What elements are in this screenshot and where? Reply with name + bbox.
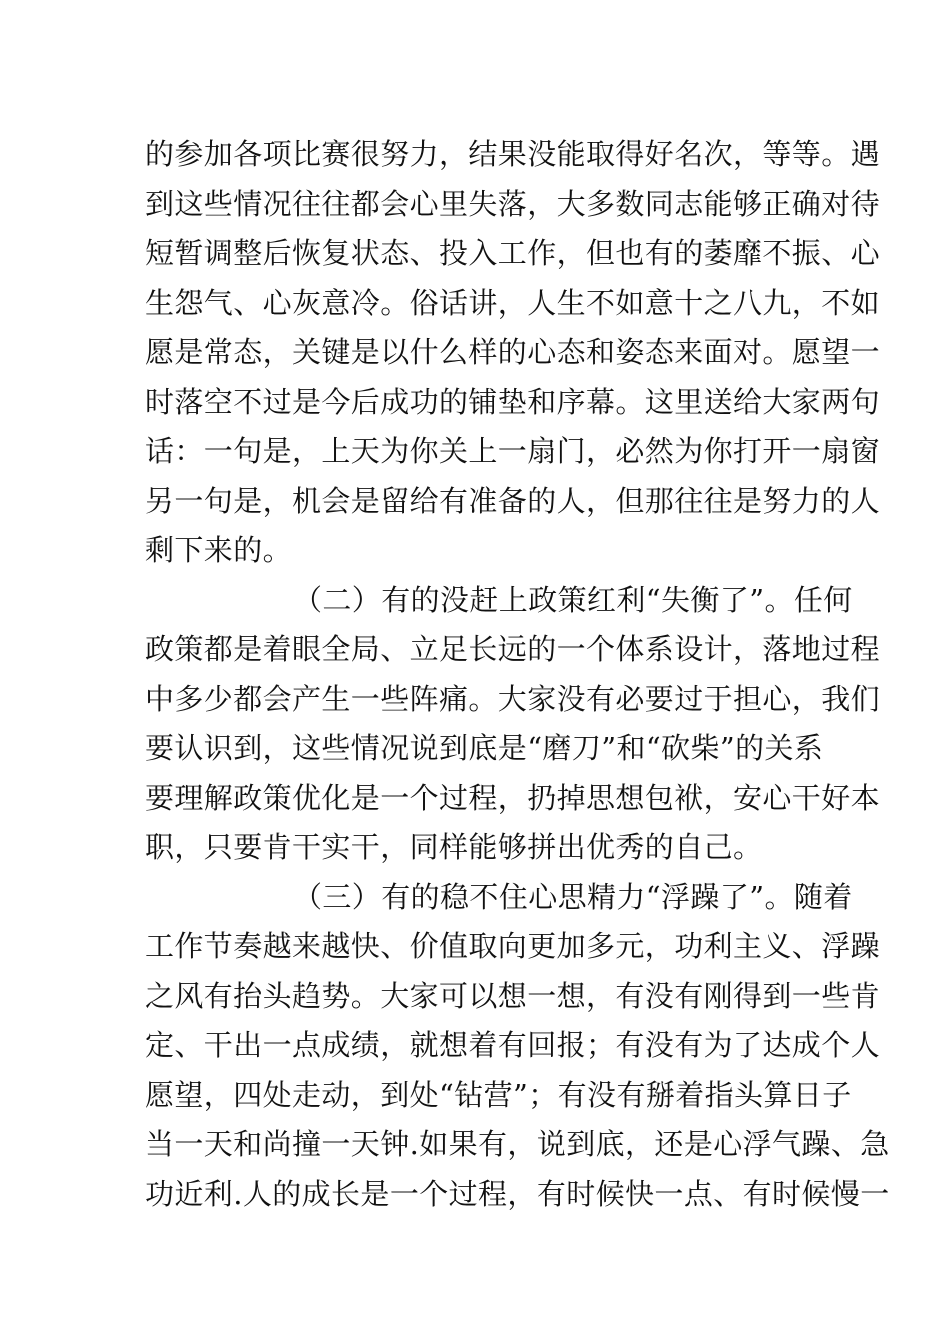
text-line: 话：一句是，上天为你关上一扇门，必然为你打开一扇窗 [145,434,881,468]
text-line: 功近利.人的成长是一个过程，有时候快一点、有时候慢一 [145,1176,890,1211]
text-line: 另一句是，机会是留给有准备的人，但那往往是努力的人 [145,483,881,518]
text-line: 的参加各项比赛很努力，结果没能取得好名次，等等。遇 [145,137,881,171]
text-line: 愿望，四处走动，到处“钻营”；有没有掰着指头算日子 [145,1077,852,1112]
text-line: 政策都是着眼全局、立足长远的一个体系设计，落地过程 [145,632,881,666]
section-heading-2: （二）有的没赶上政策红利“失衡了”。任何 [293,582,853,617]
text-line: 短暂调整后恢复状态、投入工作，但也有的萎靡不振、心 [145,236,881,270]
text-line: 剩下来的。 [145,533,293,567]
text-line: 要理解政策优化是一个过程，扔掉思想包袱，安心干好本 [145,780,881,815]
text-line: 到这些情况往往都会心里失落，大多数同志能够正确对待 [145,186,881,221]
text-line: 中多少都会产生一些阵痛。大家没有必要过于担心，我们 [145,681,881,716]
text-line: 时落空不过是今后成功的铺垫和序幕。这里送给大家两句 [145,384,881,419]
section-heading-3: （三）有的稳不住心思精力“浮躁了”。随着 [293,879,853,914]
body-text [145,130,890,1219]
text-line: 当一天和尚撞一天钟.如果有，说到底，还是心浮气躁、急 [145,1127,890,1161]
text-line: 要认识到，这些情况说到底是“磨刀”和“砍柴”的关系 [145,731,824,765]
text-line: 职，只要肯干实干，同样能够拼出优秀的自己。 [145,830,763,864]
text-line: 工作节奏越来越快、价值取向更加多元，功利主义、浮躁 [145,929,881,963]
text-line: 定、干出一点成绩，就想着有回报；有没有为了达成个人 [145,1028,881,1062]
text-line: 之风有抬头趋势。大家可以想一想，有没有刚得到一些肯 [145,978,881,1013]
text-line: 愿是常态，关键是以什么样的心态和姿态来面对。愿望一 [145,335,881,369]
text-line: 生怨气、心灰意冷。俗话讲，人生不如意十之八九，不如 [145,285,881,320]
